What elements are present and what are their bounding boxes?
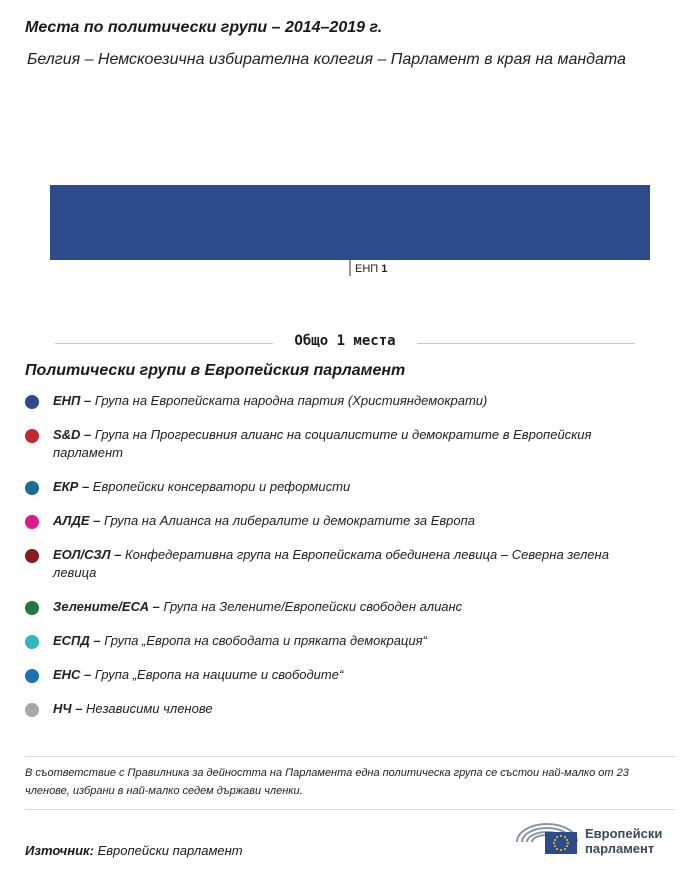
logo-line-1: Европейски	[585, 826, 663, 841]
legend-desc: Група на Прогресивния алианс на социалистите и демократите в Европейския парламент	[53, 427, 592, 460]
legend-item-text	[53, 426, 653, 462]
legend-abbr: S&D –	[53, 427, 95, 442]
bar-segment-1	[50, 185, 650, 260]
seat-bar-chart	[0, 170, 700, 290]
separator-top	[25, 756, 675, 757]
legend-desc: Група на Алианса на либералите и демократите за Европа	[104, 513, 476, 528]
legend-item-text	[53, 598, 653, 616]
legend-item	[25, 392, 665, 410]
legend-desc: Група „Европа на нациите и свободите“	[94, 667, 344, 682]
legend-color-dot	[25, 429, 39, 443]
separator-bottom	[25, 809, 675, 810]
legend-abbr: ЕНП –	[53, 393, 95, 408]
legend-color-dot	[25, 601, 39, 615]
legend-color-dot	[25, 395, 39, 409]
legend-item-text	[53, 666, 653, 684]
legend-desc: Европейски консерватори и реформисти	[92, 479, 351, 494]
source-text: Европейски парламент	[97, 843, 243, 858]
logo-line-2: парламент	[585, 841, 655, 856]
legend-item-text	[53, 512, 653, 530]
bar-label: ЕНП 1	[355, 263, 388, 275]
logo-text	[585, 826, 662, 856]
legend-item	[25, 512, 665, 530]
rules-note: В съответствие с Правилника за дейността на Парламента една политическа група се състои най-малко от 23 членове, избрани в най-малко седем държави членки.	[25, 767, 629, 797]
legend-abbr: ЕОЛ/СЗЛ –	[53, 547, 125, 562]
total-seats-text: Общо 1 места	[294, 333, 396, 349]
legend-color-dot	[25, 515, 39, 529]
source-line	[25, 843, 243, 858]
european-parliament-logo	[515, 818, 685, 858]
legend-item	[25, 598, 665, 616]
parliament-hemicycle-icon	[515, 818, 579, 858]
legend-desc: Конфедеративна група на Европейската обединена левица – Северна зелена левица	[53, 547, 609, 580]
legend-item	[25, 426, 665, 462]
legend-color-dot	[25, 703, 39, 717]
legend-item-text	[53, 392, 653, 410]
legend-desc: Независими членове	[86, 701, 213, 716]
legend-abbr: НЧ –	[53, 701, 87, 716]
legend-item	[25, 666, 665, 684]
legend-item-text	[53, 478, 653, 496]
legend-color-dot	[25, 481, 39, 495]
legend-abbr: ЕСПД –	[53, 633, 105, 648]
legend-item	[25, 632, 665, 650]
legend-color-dot	[25, 635, 39, 649]
legend-item-text	[53, 632, 653, 650]
divider-line-right	[417, 343, 635, 344]
total-seats-row	[55, 330, 635, 356]
legend-item-text	[53, 700, 653, 718]
legend-desc: Група „Европа на свободата и пряката демокрация“	[104, 633, 427, 648]
chart-subtitle: Белгия – Немскоезична избирателна колегия – Парламент в края на мандата	[27, 51, 626, 68]
legend-desc: Група на Зелените/Европейски свободен алианс	[163, 599, 463, 614]
legend-item	[25, 700, 665, 718]
legend-abbr: ЕКР –	[53, 479, 93, 494]
legend-abbr: АЛДЕ –	[53, 513, 104, 528]
legend-abbr: Зелените/ЕСА –	[53, 599, 164, 614]
legend-item-text	[53, 546, 653, 582]
legend-abbr: ЕНС –	[53, 667, 95, 682]
legend-desc: Група на Европейската народна партия (Християндемократи)	[94, 393, 488, 408]
legend-title: Политически групи в Европейския парламент	[25, 362, 406, 379]
legend-color-dot	[25, 549, 39, 563]
chart-title: Места по политически групи – 2014–2019 г.	[25, 19, 383, 36]
legend-color-dot	[25, 669, 39, 683]
legend-item	[25, 546, 665, 582]
source-label: Източник:	[25, 843, 94, 858]
legend-item	[25, 478, 665, 496]
